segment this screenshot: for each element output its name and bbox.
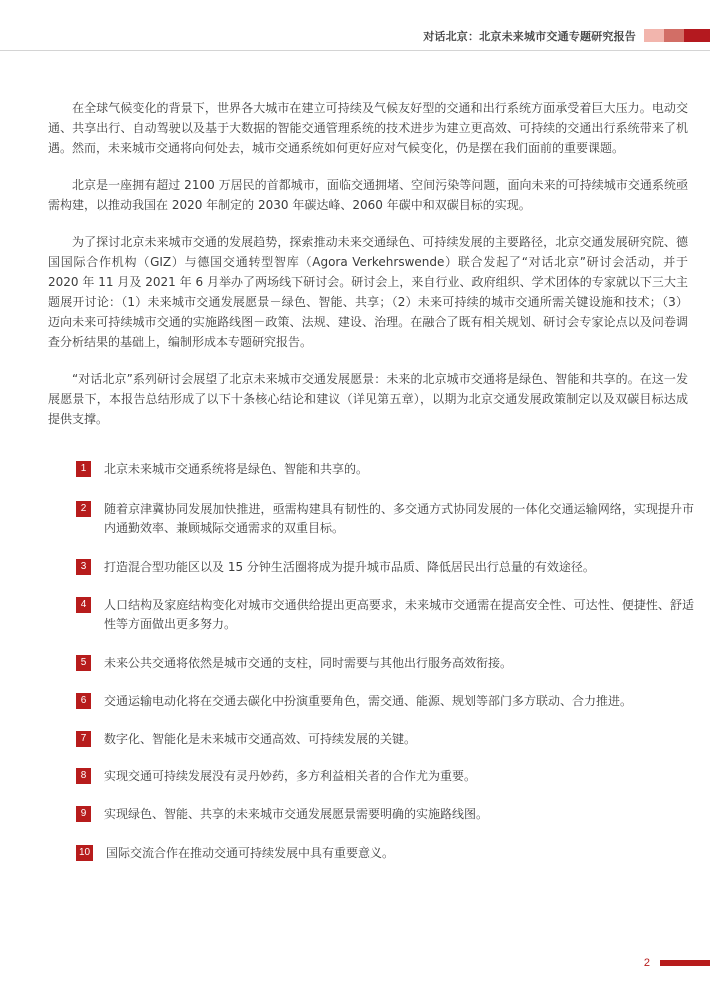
header-color-bar [644,29,710,42]
conclusion-item [76,461,696,479]
conclusion-item [76,655,696,673]
conclusion-item [76,597,696,634]
conclusion-text: 未来公共交通将依然是城市交通的支柱，同时需要与其他出行服务高效衔接。 [104,656,513,670]
header-bar-mid [664,29,684,42]
conclusion-number-badge: 10 [76,845,93,861]
conclusion-item [76,768,696,786]
conclusion-number-badge: 4 [76,597,91,613]
conclusion-number-badge: 3 [76,559,91,575]
conclusion-text: 实现交通可持续发展没有灵丹妙药，多方利益相关者的合作尤为重要。 [104,769,477,783]
conclusion-text: 国际交流合作在推动交通可持续发展中具有重要意义。 [106,846,395,860]
paragraph-2: 北京是一座拥有超过 2100 万居民的首都城市，面临交通拥堵、空间污染等问题，面向未来的可持续城市交通系统亟需构建，以推动我国在 2020 年制定的 2030 年碳达峰、2060 年碳中和双碳目标的实现。 [48,178,688,212]
conclusion-item [76,731,696,749]
footer-accent-bar [660,960,710,966]
conclusion-text: 北京未来城市交通系统将是绿色、智能和共享的。 [104,462,369,476]
conclusion-number-badge: 1 [76,461,91,477]
paragraph-3: 为了探讨北京未来城市交通的发展趋势，探索推动未来交通绿色、可持续发展的主要路径，北京交通发展研究院、德国国际合作机构（GIZ）与德国交通转型智库（Agora Verkehrswende）联合发起了“对话北京”研讨会活动，并于 2020 年 11 月及 2021 年 6 月举办了两场线下研讨会。研讨会上，来自行业、政府组织、学术团体的专家就以下三大主题展开讨论：（1）未来城市交通发展愿景－绿色、智能、共享；（2）未来可持续的城市交通所需关键设施和技术；（3）迈向未来可持续城市交通的实施路线图－政策、法规、建设、治理。在融合了既有相关规划、研讨会专家论点以及问卷调查分析结果的基础上，编制形成本专题研究报告。 [48,235,688,349]
header-divider [0,50,710,51]
conclusion-number-badge: 6 [76,693,91,709]
conclusion-item [76,693,696,711]
conclusion-number-badge: 9 [76,806,91,822]
conclusion-number-badge: 8 [76,768,91,784]
conclusion-text: 数字化、智能化是未来城市交通高效、可持续发展的关键。 [104,732,417,746]
conclusion-item [76,806,696,824]
conclusion-number-badge: 7 [76,731,91,747]
intro-text [48,98,688,446]
conclusion-number-badge: 5 [76,655,91,671]
page-number: 2 [643,957,650,969]
conclusion-text: 实现绿色、智能、共享的未来城市交通发展愿景需要明确的实施路线图。 [104,807,489,821]
conclusion-text: 打造混合型功能区以及 15 分钟生活圈将成为提升城市品质、降低居民出行总量的有效途径。 [104,560,595,574]
conclusion-item [76,501,696,538]
conclusion-item [76,845,696,863]
conclusion-number-badge: 2 [76,501,91,517]
report-title: 对话北京：北京未来城市交通专题研究报告 [423,30,636,43]
paragraph-4: “对话北京”系列研讨会展望了北京未来城市交通发展愿景：未来的北京城市交通将是绿色、智能和共享的。在这一发展愿景下，本报告总结形成了以下十条核心结论和建议（详见第五章），以期为北京交通发展政策制定以及双碳目标达成提供支撑。 [48,372,688,426]
paragraph-1: 在全球气候变化的背景下，世界各大城市在建立可持续及气候友好型的交通和出行系统方面承受着巨大压力。电动交通、共享出行、自动驾驶以及基于大数据的智能交通管理系统的技术进步为建立更高效、可持续的交通出行系统带来了机遇。然而，未来城市交通将向何处去，城市交通系统如何更好应对气候变化，仍是摆在我们面前的重要课题。 [48,101,688,155]
conclusion-text: 交通运输电动化将在交通去碳化中扮演重要角色，需交通、能源、规划等部门多方联动、合力推进。 [104,694,633,708]
conclusion-text: 人口结构及家庭结构变化对城市交通供给提出更高要求，未来城市交通需在提高安全性、可达性、便捷性、舒适性等方面做出更多努力。 [104,598,694,631]
conclusion-text: 随着京津冀协同发展加快推进，亟需构建具有韧性的、多交通方式协同发展的一体化交通运输网络，实现提升市内通勤效率、兼顾城际交通需求的双重目标。 [104,502,694,535]
conclusion-item [76,559,696,577]
header-bar-dark [684,29,710,42]
header-bar-light [644,29,664,42]
